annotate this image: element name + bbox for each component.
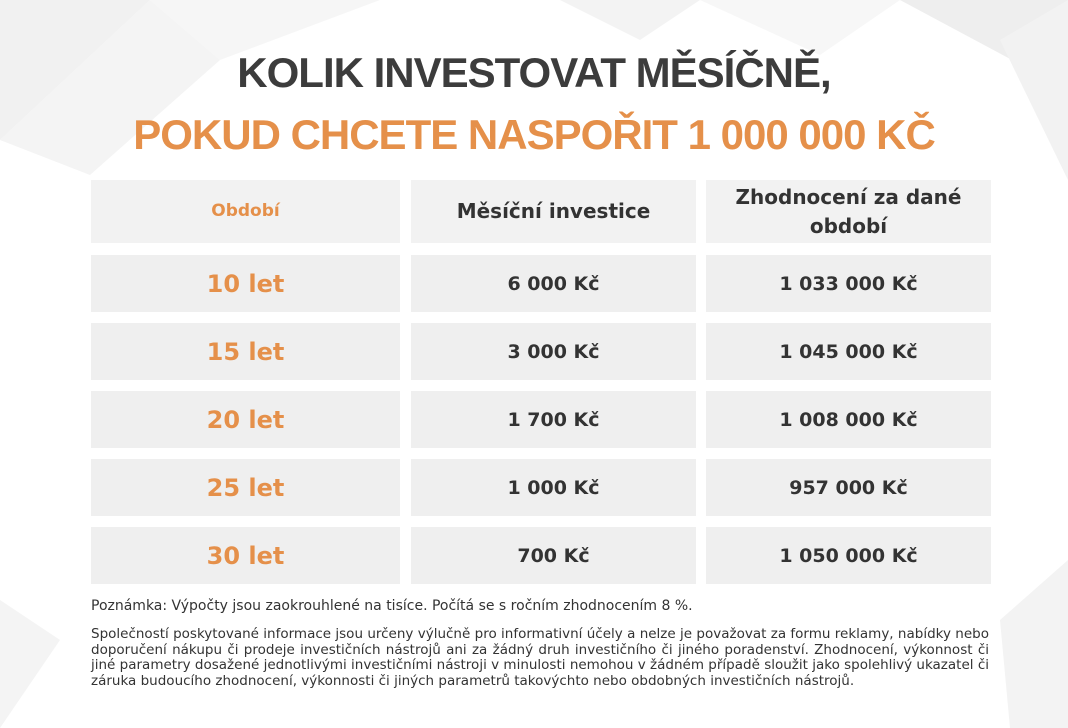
row-monthly-investment: 700 Kč [411,527,696,584]
disclaimer-text: Společností poskytované informace jsou určeny výlučně pro informativní účely a nelze je považovat za formu reklamy, nabídky nebo doporučení nákupu či prodeje investičních nástrojů ani za žádný druh investičního či jiného poradenství. Zhodnocení, výkonnost či jiné parametry dosažené jednotlivými investičními nástroji v minulosti nemohou v žádném případě sloužit jako spolehlivý ukazatel či záruka budoucího zhodnocení, výkonnosti či jiných parametrů takovýchto nebo obdobných investičních nástrojů. [91,626,989,689]
header-valuation: Zhodnocení za dané období [706,180,991,243]
header-period: Období [91,180,400,243]
row-valuation: 1 045 000 Kč [706,323,991,380]
row-period: 20 let [91,391,400,448]
row-period: 15 let [91,323,400,380]
row-period: 30 let [91,527,400,584]
row-valuation: 957 000 Kč [706,459,991,516]
calculation-note: Poznámka: Výpočty jsou zaokrouhlené na tisíce. Počítá se s ročním zhodnocením 8 %. [91,598,693,614]
row-valuation: 1 008 000 Kč [706,391,991,448]
row-monthly-investment: 3 000 Kč [411,323,696,380]
title-line-2: POKUD CHCETE NASPOŘIT 1 000 000 KČ [133,111,935,158]
row-valuation: 1 050 000 Kč [706,527,991,584]
row-period: 25 let [91,459,400,516]
row-monthly-investment: 1 700 Kč [411,391,696,448]
row-period: 10 let [91,255,400,312]
title-line-1: KOLIK INVESTOVAT MĚSÍČNĚ, [237,49,831,96]
row-monthly-investment: 6 000 Kč [411,255,696,312]
row-monthly-investment: 1 000 Kč [411,459,696,516]
row-valuation: 1 033 000 Kč [706,255,991,312]
header-monthly-investment: Měsíční investice [411,180,696,243]
